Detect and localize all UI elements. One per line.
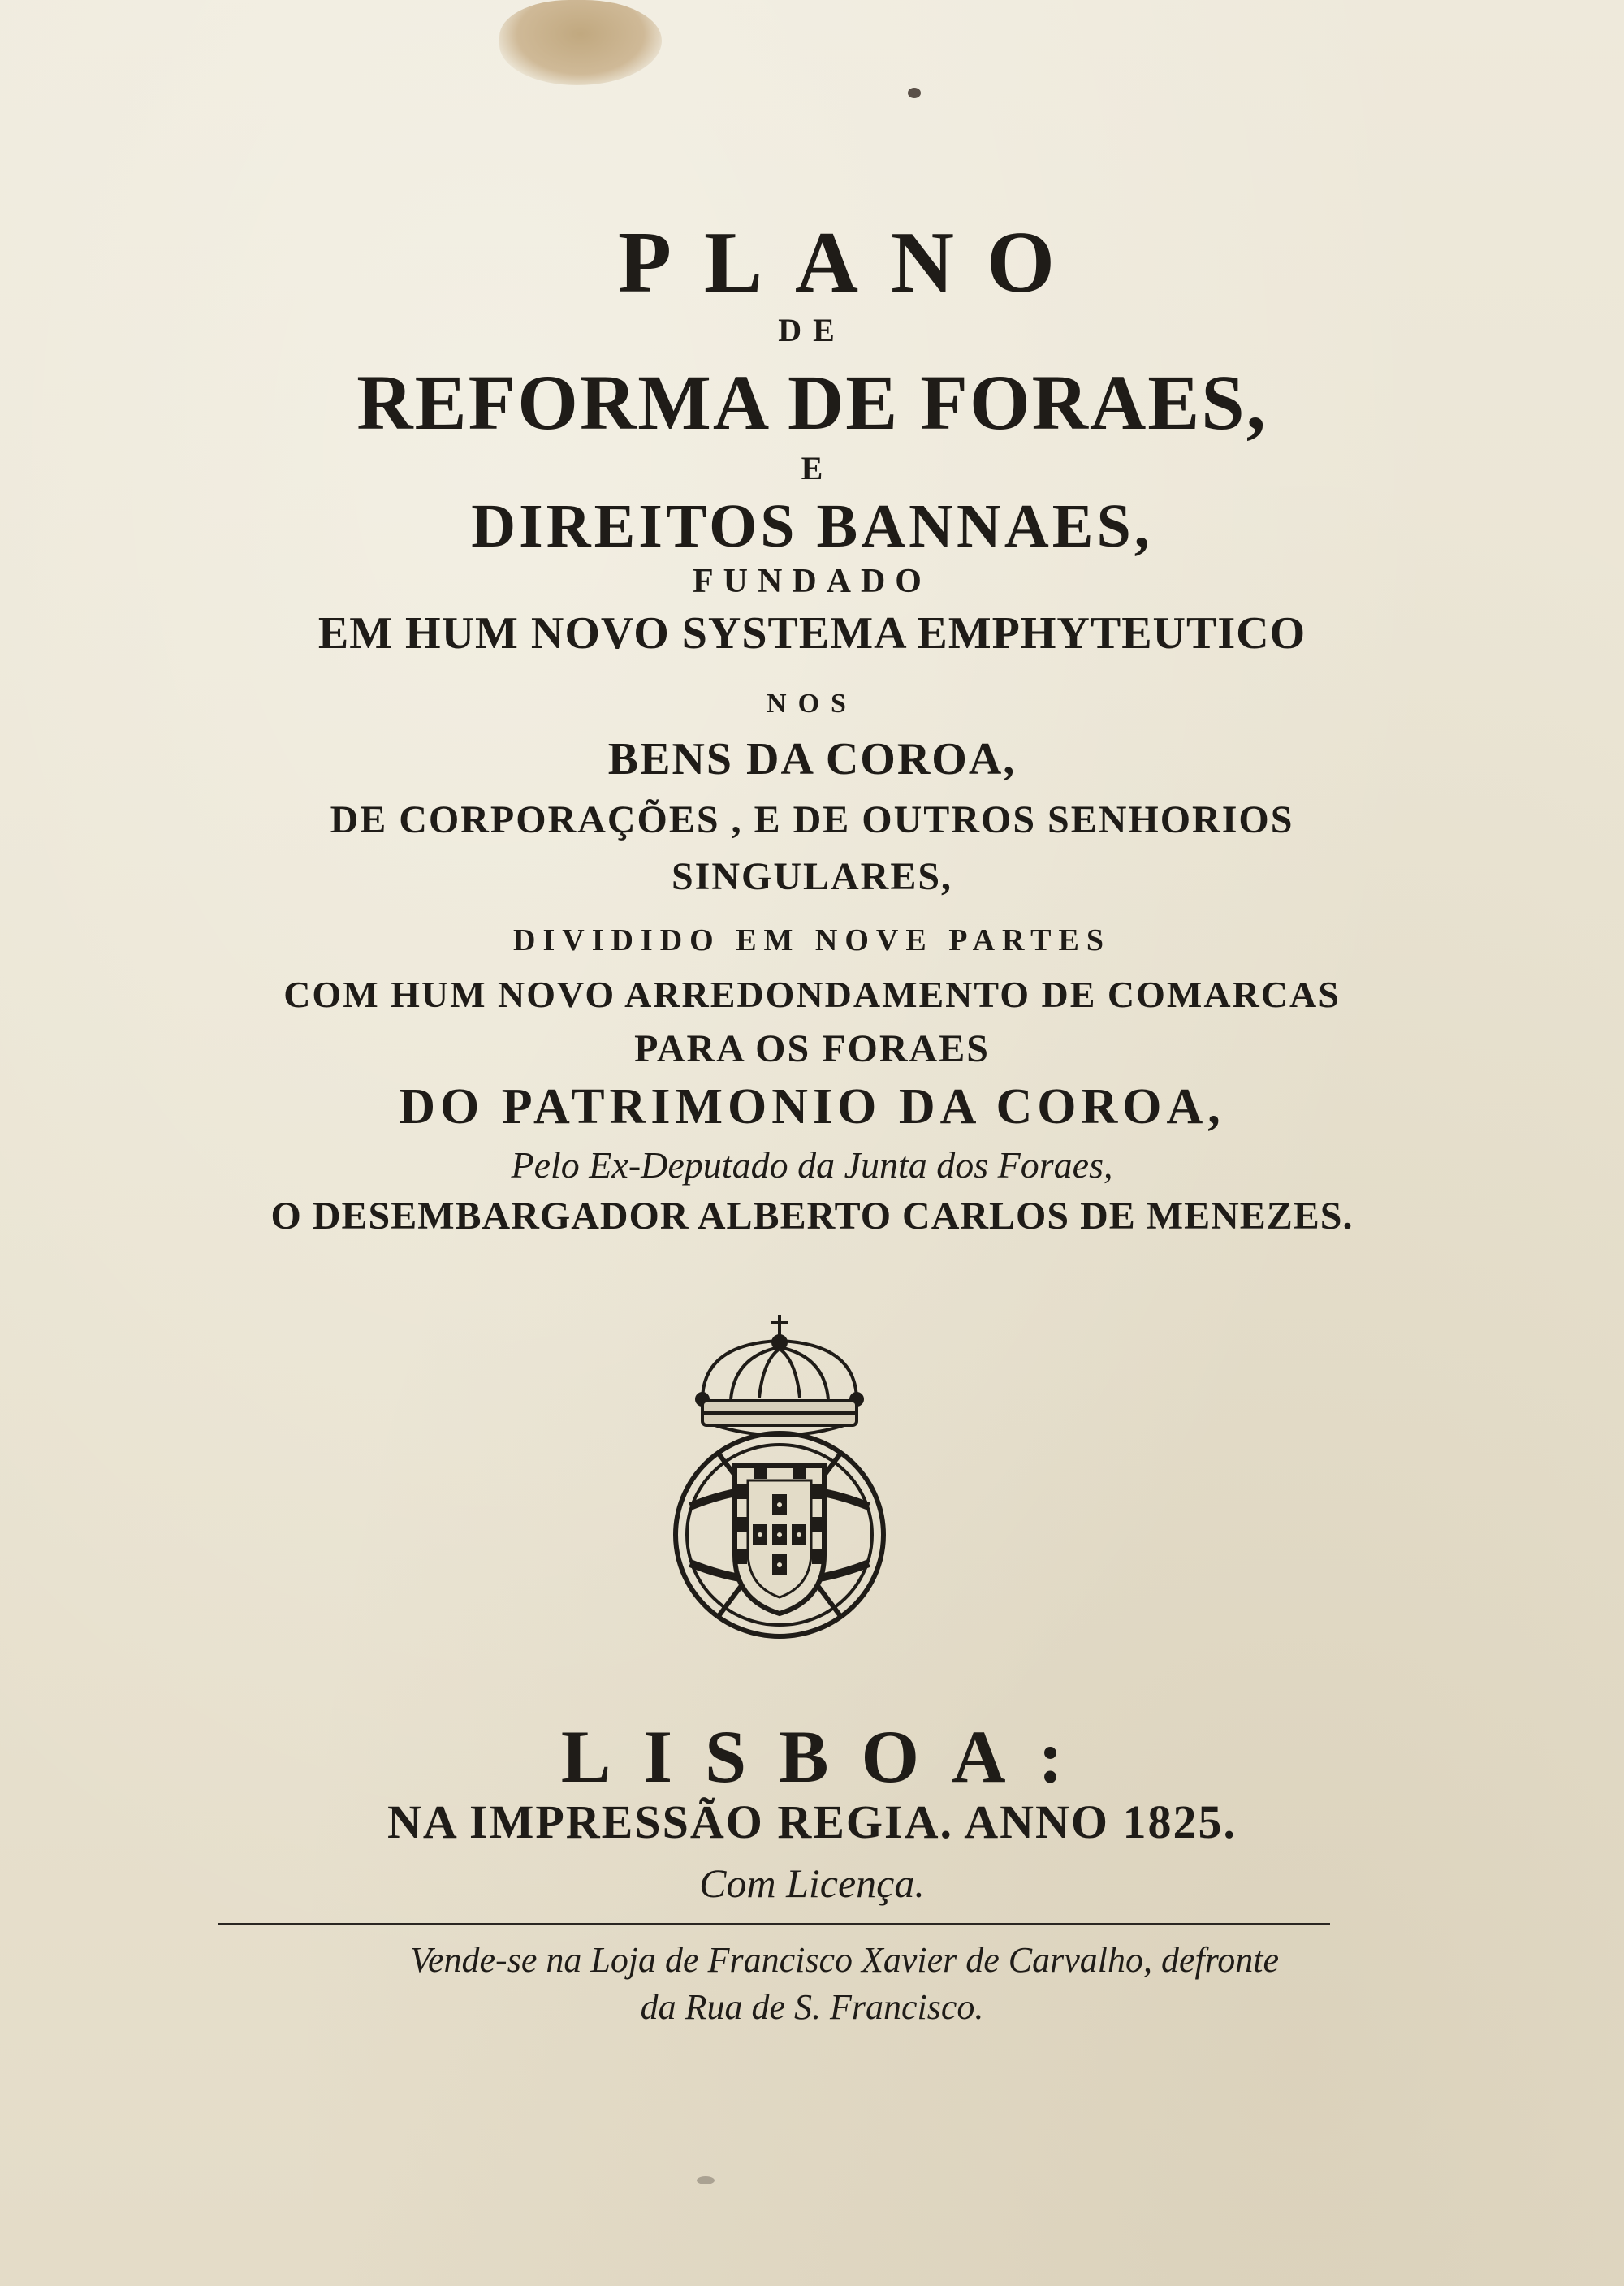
paper-stain — [499, 0, 662, 85]
title-dividido: DIVIDIDO EM NOVE PARTES — [513, 923, 1111, 957]
title-patrimonio: DO PATRIMONIO DA COROA, — [399, 1079, 1225, 1134]
title-em-hum: EM HUM NOVO SYSTEMA EMPHYTEUTICO — [317, 608, 1307, 659]
title-plano: PLANO — [618, 214, 1087, 311]
title-singulares: SINGULARES, — [671, 855, 953, 898]
author-name: O DESEMBARGADOR ALBERTO CARLOS DE MENEZES. — [270, 1195, 1354, 1238]
title-direitos: DIREITOS BANNAES, — [471, 492, 1153, 560]
sale-notice-line-2: da Rua de S. Francisco. — [640, 1987, 984, 2027]
title-com-hum: COM HUM NOVO ARREDONDAMENTO DE COMARCAS — [283, 974, 1341, 1015]
royal-coat-of-arms-icon — [670, 1312, 889, 1644]
sale-notice-line-1: Vende-se na Loja de Francisco Xavier de Carvalho, defronte — [409, 1940, 1280, 1980]
divider-rule — [218, 1923, 1330, 1925]
title-bens: BENS DA COROA, — [607, 734, 1017, 784]
title-reforma: REFORMA DE FORAES, — [356, 359, 1268, 446]
title-fundado: FUNDADO — [693, 563, 931, 600]
title-de: DE — [778, 312, 846, 348]
author-role: Pelo Ex-Deputado da Junta dos Foraes, — [511, 1144, 1113, 1186]
title-e: E — [801, 450, 823, 486]
title-nos: NOS — [767, 689, 857, 719]
paper-speck — [908, 88, 921, 98]
title-corporacoes: DE CORPORAÇÕES , E DE OUTROS SENHORIOS — [330, 798, 1294, 841]
imprint-licence: Com Licença. — [699, 1860, 925, 1906]
paper-speck — [697, 2176, 715, 2184]
title-para-os: PARA OS FORAES — [634, 1027, 990, 1070]
imprint-city: LISBOA: — [560, 1715, 1096, 1798]
imprint-press: NA IMPRESSÃO REGIA. ANNO 1825. — [387, 1796, 1237, 1848]
